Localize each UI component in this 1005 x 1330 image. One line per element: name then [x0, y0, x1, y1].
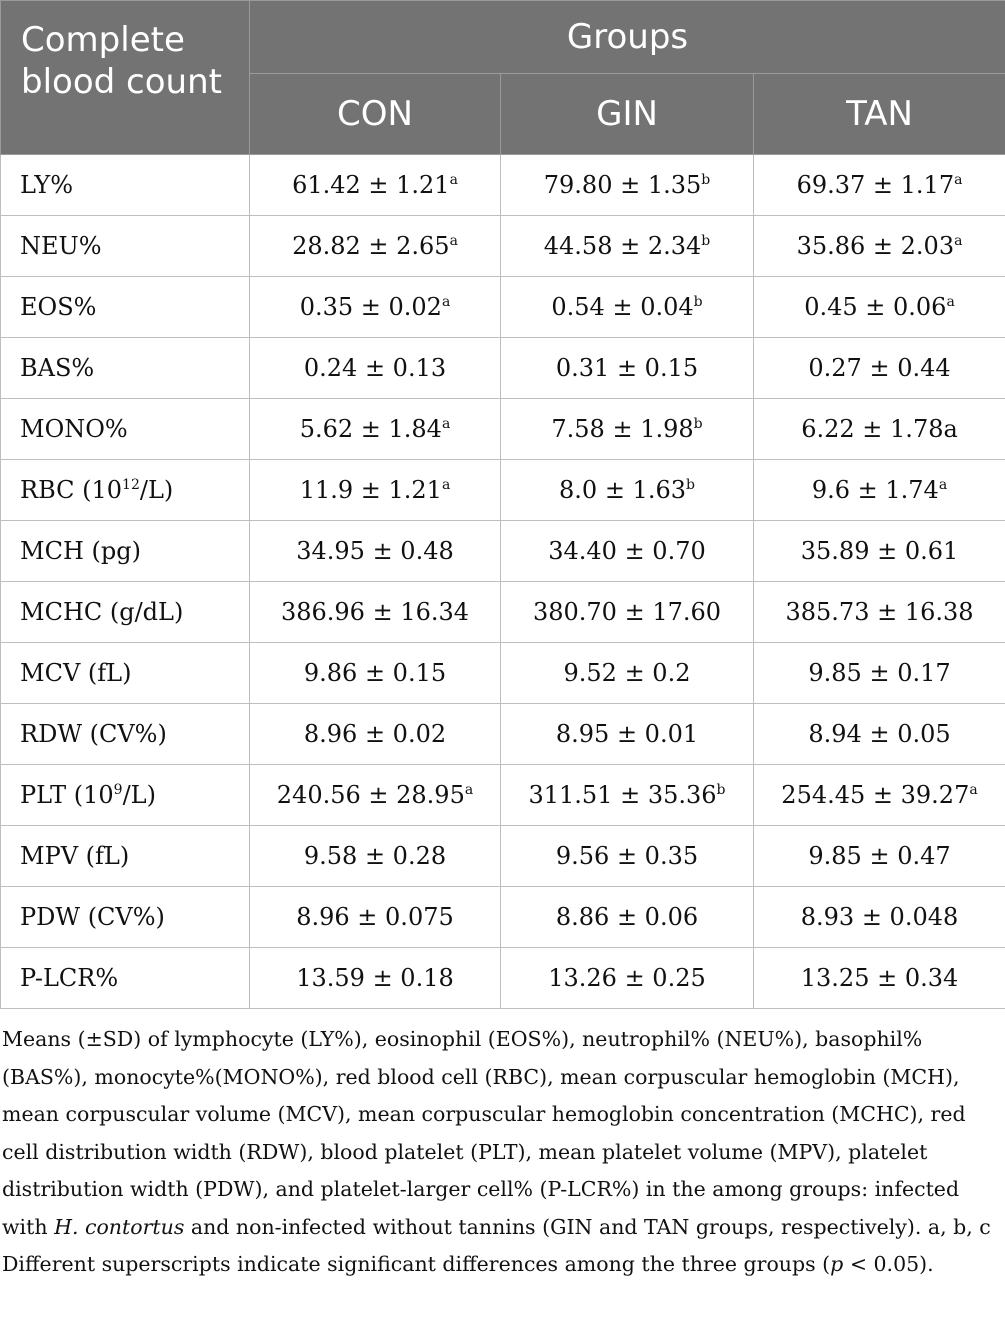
- significance-superscript: b: [701, 172, 711, 188]
- table-row: [1, 643, 1005, 704]
- cell-value: 9.85 ± 0.47: [808, 842, 951, 870]
- significance-superscript: b: [686, 477, 695, 493]
- cell-con: [250, 826, 501, 887]
- row-label-text: MCV (fL): [20, 659, 132, 687]
- cell-con: [250, 887, 501, 948]
- table-row: [1, 216, 1005, 277]
- cell-tan: [754, 887, 1005, 948]
- cell-value: 13.25 ± 0.34: [800, 964, 959, 992]
- row-label: [1, 277, 250, 338]
- cell-value: 13.26 ± 0.25: [548, 964, 706, 992]
- row-label-text: MCHC (g/dL): [20, 598, 184, 626]
- cell-con: [250, 399, 501, 460]
- table-row: [1, 582, 1005, 643]
- cell-value: 5.62 ± 1.84: [299, 415, 442, 443]
- cell-tan: [754, 338, 1005, 399]
- row-label: [1, 460, 250, 521]
- cell-con: [250, 216, 501, 277]
- cell-value: 0.54 ± 0.04: [551, 293, 694, 321]
- row-label: [1, 338, 250, 399]
- cell-value: 44.58 ± 2.34: [543, 232, 702, 260]
- cell-con: [250, 521, 501, 582]
- footnote-species: H. contortus: [54, 1214, 185, 1239]
- cell-value: 7.58 ± 1.98: [551, 415, 694, 443]
- significance-superscript: a: [938, 477, 948, 493]
- cell-value: 240.56 ± 28.95: [276, 781, 465, 809]
- cell-value: 34.40 ± 0.70: [548, 537, 706, 565]
- cell-value: 6.22 ± 1.78a: [801, 415, 958, 443]
- row-label: [1, 826, 250, 887]
- cell-value: 9.56 ± 0.35: [555, 842, 699, 870]
- row-label: [1, 216, 250, 277]
- cell-value: 8.93 ± 0.048: [800, 903, 959, 931]
- table-header: [1, 1, 1005, 155]
- cell-gin: [501, 582, 754, 643]
- cell-tan: [754, 643, 1005, 704]
- cell-con: [250, 704, 501, 765]
- table-row: [1, 521, 1005, 582]
- cell-value: 69.37 ± 1.17: [796, 171, 955, 199]
- cell-con: [250, 338, 501, 399]
- cell-value: 8.94 ± 0.05: [808, 720, 951, 748]
- row-label-text: BAS%: [20, 354, 95, 382]
- cell-gin: [501, 399, 754, 460]
- cell-value: 9.86 ± 0.15: [303, 659, 447, 687]
- row-label-text: PLT (10: [20, 781, 114, 809]
- cell-con: [250, 948, 501, 1009]
- table-row: [1, 460, 1005, 521]
- cell-value: 9.6 ± 1.74: [811, 476, 939, 504]
- row-label: [1, 704, 250, 765]
- significance-superscript: a: [441, 416, 451, 432]
- cell-tan: [754, 155, 1005, 216]
- row-label-exponent: 9: [113, 782, 123, 798]
- cell-gin: [501, 887, 754, 948]
- cell-con: [250, 460, 501, 521]
- significance-superscript: a: [946, 294, 955, 310]
- row-label-text: RDW (CV%): [20, 720, 167, 748]
- cell-value: 8.96 ± 0.075: [296, 903, 454, 931]
- significance-superscript: b: [693, 294, 703, 310]
- column-header-gin: GIN: [501, 74, 754, 155]
- table-row: [1, 277, 1005, 338]
- footnote-text-1: Means (±SD) of lymphocyte (LY%), eosinophil (EOS%), neutrophil% (NEU%), basophil% (BAS%), monocyte%(MONO%), red blood cell (RBC), mean corpuscular hemoglobin (MCH), mean corpuscular volume (MCV), mean corpuscular hemoglobin concentration (MCHC), red cell distribution width (RDW), blood platelet (PLT), mean platelet volume (MPV), platelet distribution width (PDW), and platelet-larger cell% (P-LCR%) in the among groups: infected with: [2, 1027, 966, 1239]
- table-row: [1, 948, 1005, 1009]
- row-label-text: NEU%: [20, 232, 102, 260]
- cell-value: 9.85 ± 0.17: [808, 659, 951, 687]
- row-label: [1, 887, 250, 948]
- cell-tan: [754, 216, 1005, 277]
- cell-value: 380.70 ± 17.60: [532, 598, 722, 626]
- significance-superscript: a: [969, 782, 978, 798]
- row-label: [1, 521, 250, 582]
- cell-con: [250, 643, 501, 704]
- cell-value: 8.96 ± 0.02: [303, 720, 447, 748]
- row-label-text: P-LCR%: [20, 964, 119, 992]
- cell-con: [250, 155, 501, 216]
- cell-tan: [754, 399, 1005, 460]
- cell-gin: [501, 216, 754, 277]
- footnote-text-3: < 0.05).: [843, 1252, 934, 1276]
- cell-tan: [754, 582, 1005, 643]
- cell-value: 0.31 ± 0.15: [555, 354, 699, 382]
- cell-value: 9.52 ± 0.2: [563, 659, 691, 687]
- table-footnote: [0, 1009, 1005, 1284]
- significance-superscript: a: [954, 172, 963, 188]
- table-body: [1, 155, 1005, 1009]
- significance-superscript: a: [954, 233, 963, 249]
- row-label-exponent: 12: [122, 477, 140, 493]
- significance-superscript: b: [701, 233, 711, 249]
- row-label-text: PDW (CV%): [20, 903, 165, 931]
- table-row: [1, 338, 1005, 399]
- cell-value: 34.95 ± 0.48: [296, 537, 454, 565]
- cell-tan: [754, 704, 1005, 765]
- row-label-unit: /L): [122, 781, 156, 809]
- row-label-text: MPV (fL): [20, 842, 130, 870]
- cell-tan: [754, 826, 1005, 887]
- cell-value: 11.9 ± 1.21: [299, 476, 442, 504]
- cell-value: 0.45 ± 0.06: [804, 293, 947, 321]
- row-label: [1, 765, 250, 826]
- cell-value: 35.89 ± 0.61: [800, 537, 959, 565]
- cell-tan: [754, 521, 1005, 582]
- cell-gin: [501, 643, 754, 704]
- column-header-complete-blood-count: Complete blood count: [1, 1, 250, 155]
- significance-superscript: a: [449, 172, 458, 188]
- row-label-text: RBC (10: [20, 476, 123, 504]
- cell-value: 61.42 ± 1.21: [292, 171, 450, 199]
- table-row: [1, 826, 1005, 887]
- significance-superscript: a: [449, 233, 458, 249]
- cell-gin: [501, 155, 754, 216]
- cell-value: 79.80 ± 1.35: [543, 171, 702, 199]
- cell-gin: [501, 948, 754, 1009]
- significance-superscript: a: [464, 782, 474, 798]
- cell-value: 13.59 ± 0.18: [296, 964, 454, 992]
- row-label: [1, 582, 250, 643]
- footnote-text-2: and non-infected without tannins (GIN and TAN groups, respectively). a, b, c Different superscripts indicate significant differences among the three groups (: [2, 1214, 991, 1276]
- cell-gin: [501, 826, 754, 887]
- cell-tan: [754, 948, 1005, 1009]
- cell-tan: [754, 460, 1005, 521]
- row-label: [1, 643, 250, 704]
- significance-superscript: a: [441, 477, 451, 493]
- significance-superscript: b: [693, 416, 703, 432]
- cell-gin: [501, 338, 754, 399]
- cell-con: [250, 582, 501, 643]
- cell-gin: [501, 460, 754, 521]
- cell-value: 28.82 ± 2.65: [292, 232, 450, 260]
- cell-value: 8.86 ± 0.06: [555, 903, 699, 931]
- table-row: [1, 704, 1005, 765]
- row-label-text: EOS%: [20, 293, 97, 321]
- cell-gin: [501, 521, 754, 582]
- cell-value: 0.24 ± 0.13: [303, 354, 447, 382]
- row-label-text: MONO%: [20, 415, 128, 443]
- footnote-p-symbol: p: [830, 1252, 844, 1276]
- row-label: [1, 399, 250, 460]
- row-label-text: MCH (pg): [20, 537, 141, 565]
- cell-gin: [501, 765, 754, 826]
- cell-tan: [754, 277, 1005, 338]
- cell-value: 254.45 ± 39.27: [781, 781, 970, 809]
- column-header-tan: TAN: [754, 74, 1005, 155]
- row-label: [1, 155, 250, 216]
- row-label: [1, 948, 250, 1009]
- significance-superscript: a: [441, 294, 451, 310]
- column-header-groups: Groups: [250, 1, 1005, 74]
- table-row: [1, 155, 1005, 216]
- table-row: [1, 399, 1005, 460]
- cell-gin: [501, 704, 754, 765]
- cell-value: 0.27 ± 0.44: [808, 354, 951, 382]
- cell-gin: [501, 277, 754, 338]
- table-row: [1, 765, 1005, 826]
- cell-con: [250, 277, 501, 338]
- cell-tan: [754, 765, 1005, 826]
- cell-value: 0.35 ± 0.02: [299, 293, 442, 321]
- cell-value: 8.95 ± 0.01: [555, 720, 699, 748]
- table-row: [1, 887, 1005, 948]
- cell-value: 35.86 ± 2.03: [796, 232, 955, 260]
- cell-value: 386.96 ± 16.34: [280, 598, 470, 626]
- cell-value: 385.73 ± 16.38: [785, 598, 974, 626]
- significance-superscript: b: [716, 782, 726, 798]
- cell-value: 9.58 ± 0.28: [303, 842, 447, 870]
- cell-con: [250, 765, 501, 826]
- cell-value: 8.0 ± 1.63: [559, 476, 686, 504]
- row-label-unit: /L): [139, 476, 174, 504]
- row-label-text: LY%: [20, 171, 74, 199]
- column-header-con: CON: [250, 74, 501, 155]
- cell-value: 311.51 ± 35.36: [528, 781, 717, 809]
